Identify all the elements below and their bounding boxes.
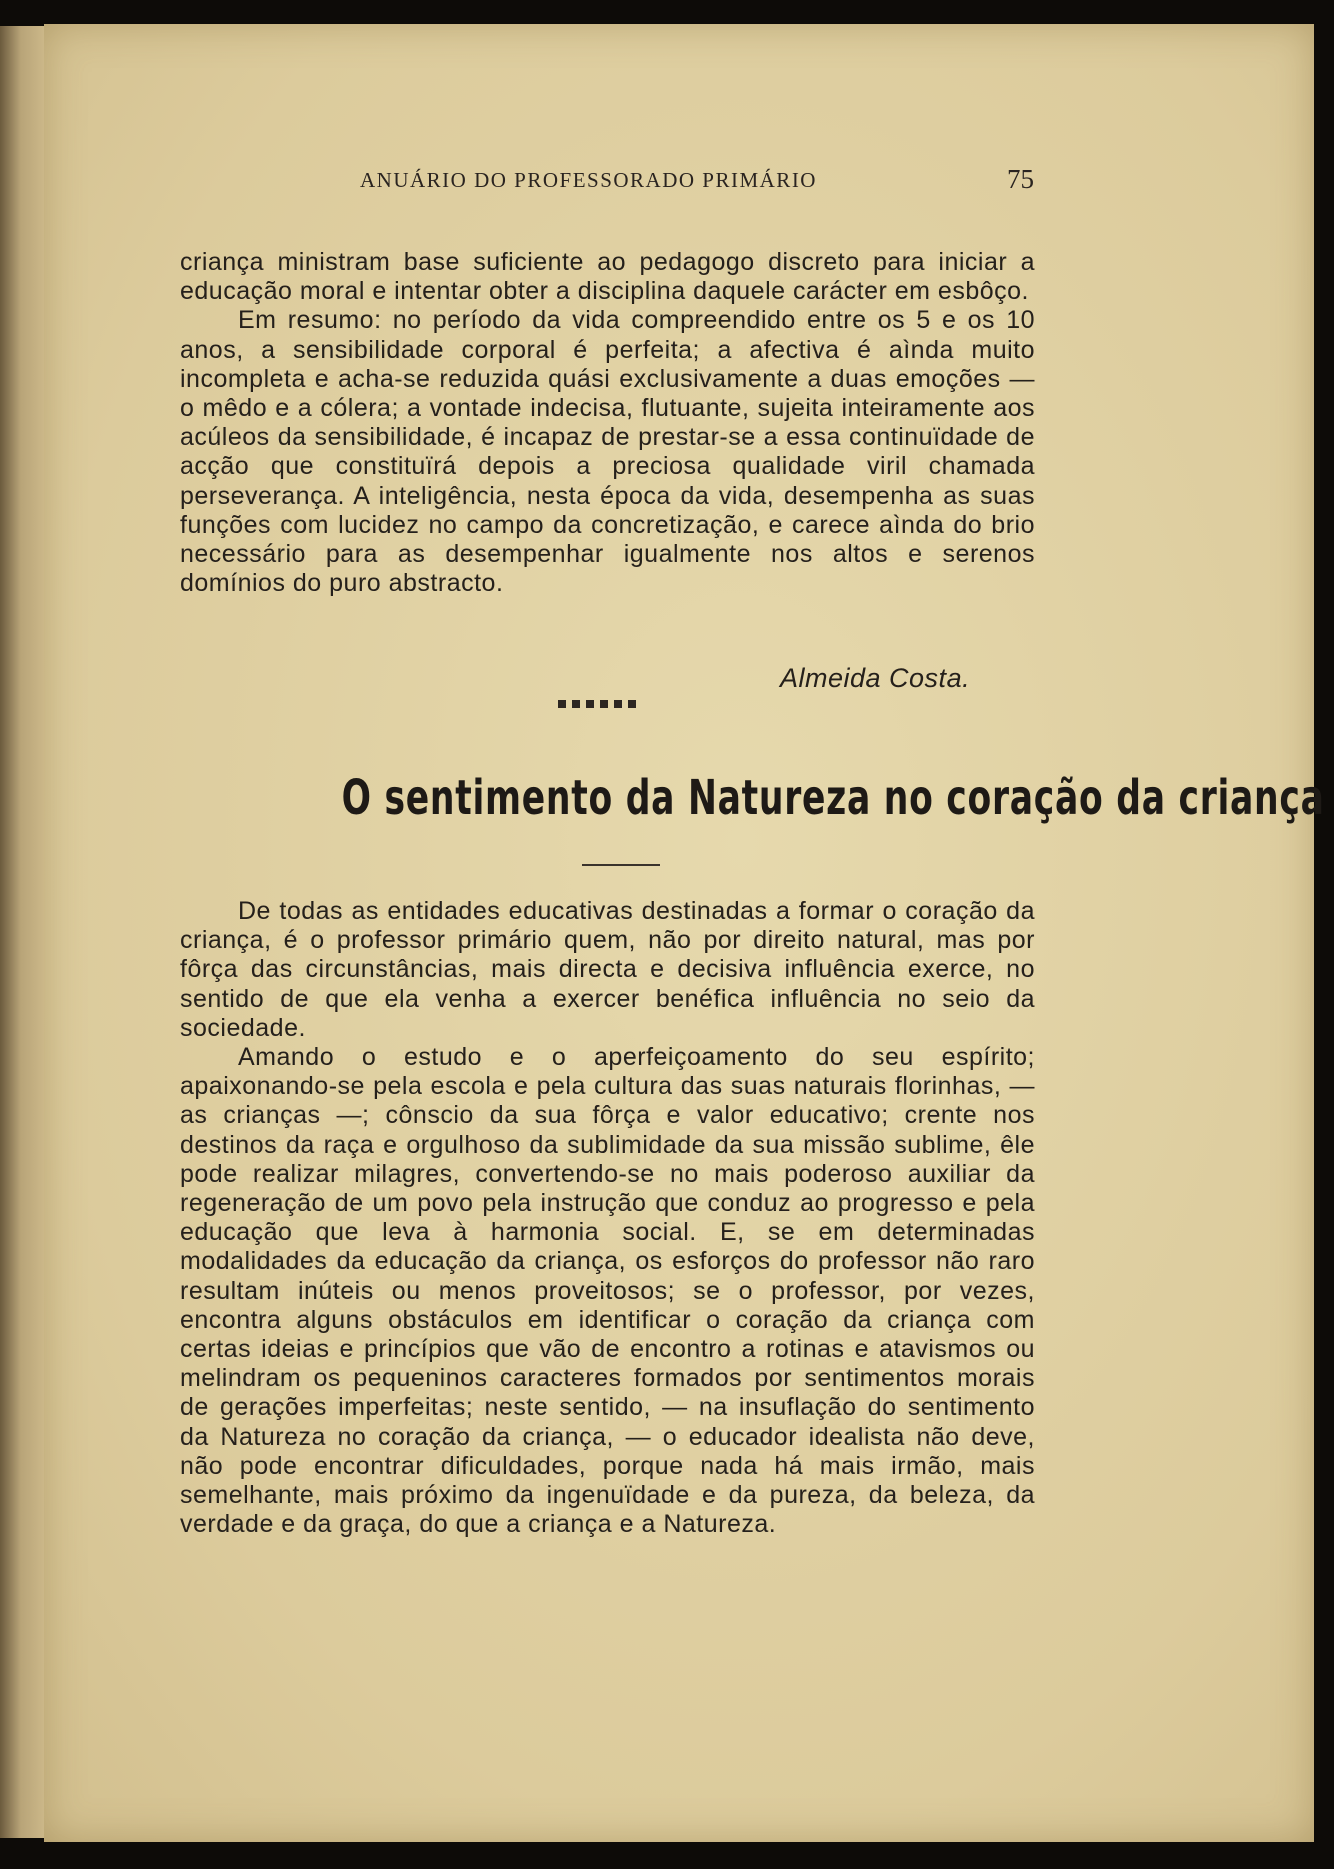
author-signature: Almeida Costa.	[780, 663, 971, 693]
ornament-square	[558, 700, 566, 708]
ornament-square	[614, 700, 622, 708]
article-1-paragraph: Em resumo: no período da vida compreendido entre os 5 e os 10 anos, a sensibilidade corporal é perfeita; a afectiva é aìnda muito incompleta e acha-se reduzida quási exclusivamente a duas emoções — o mêdo e a cólera; a vontade indecisa, flutuante, sujeita inteiramente aos acúleos da sensibilidade, é incapaz de prestar-se a essa continuïdade de acção que constituïrá depois a preciosa qualidade viril chamada perseverança. A inteligência, nesta época da vida, desempenha as suas funções com lucidez no campo da concretização, e carece aìnda do brio necessário para as desempenhar igualmente nos altos e serenos domínios do puro abstracto.	[180, 306, 1035, 598]
article-2-paragraph: Amando o estudo e o aperfeiçoamento do seu espírito; apaixonando-se pela escola e pela cultura das suas naturais florinhas, — as crianças —; cônscio da sua fôrça e valor educativo; crente nos destinos da raça e orgulhoso da sublimidade da sua missão sublime, êle pode realizar milagres, convertendo-se no mais poderoso auxiliar da regeneração de um povo pela instrução que conduz ao progresso e pela educação que leva à harmonia social. E, se em determinadas modalidades da educação da criança, os esforços do professor não raro resultam inúteis ou menos proveitosos; se o professor, por vezes, encontra alguns obstáculos em identificar o coração da criança com certas ideias e princípios que vão de encontro a rotinas e atavismos ou melindram os pequeninos caracteres formados por sentimentos morais de gerações imperfeitas; neste sentido, — na insuflação do sentimento da Natureza no coração da criança, — o educador idealista não deve, não pode encontrar dificuldades, porque nada há mais irmão, mais semelhante, mais próximo da ingenuïdade e da pureza, da beleza, da verdade e da graça, do que a criança e a Natureza.	[180, 1043, 1035, 1539]
page-header	[180, 164, 1050, 198]
running-head: ANUÁRIO DO PROFESSORADO PRIMÁRIO	[360, 168, 817, 192]
article-2-body	[180, 897, 1035, 1539]
book-spine-shadow	[0, 26, 46, 1838]
ornament-square	[572, 700, 580, 708]
ornament-square	[600, 700, 608, 708]
article-2-title: O sentimento da Natureza no coração da criança	[341, 770, 1325, 826]
ornament-square	[628, 700, 636, 708]
title-rule	[582, 864, 660, 866]
article-1-paragraph: criança ministram base suficiente ao pedagogo discreto para iniciar a educação moral e intentar obter a disciplina daquele carácter em esbôço.	[180, 248, 1035, 306]
section-ornament	[558, 700, 636, 708]
article-1-body	[180, 248, 1035, 598]
page-number: 75	[1007, 164, 1034, 194]
ornament-square	[586, 700, 594, 708]
article-2-paragraph: De todas as entidades educativas destinadas a formar o coração da criança, é o professor primário quem, não por direito natural, mas por fôrça das circunstâncias, mais directa e decisiva influência exerce, no sentido de que ela venha a exercer benéfica influência no seio da sociedade.	[180, 897, 1035, 1042]
